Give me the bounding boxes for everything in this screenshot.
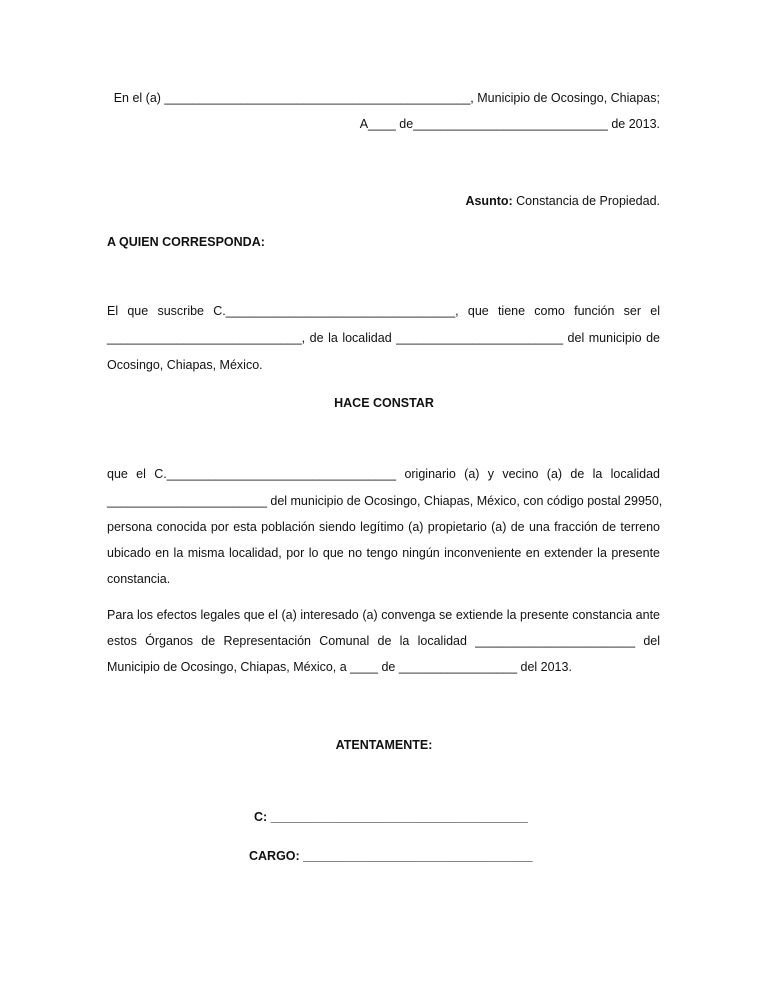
body1-line-4: ubicado en la misma localidad, por lo que no tengo ningún inconveniente en extender la presente — [107, 546, 660, 560]
body1-line-5: constancia. — [107, 572, 171, 586]
subject-value: Constancia de Propiedad. — [512, 194, 660, 208]
recipient-heading: A QUIEN CORRESPONDA: — [107, 235, 265, 249]
hace-constar-heading: HACE CONSTAR — [334, 396, 434, 410]
intro-line-2: ____________________________, de la localidad ________________________ del municipio de — [107, 331, 660, 345]
intro-line-3: Ocosingo, Chiapas, México. — [107, 358, 263, 372]
subject-label: Asunto: — [465, 194, 513, 208]
body2-line-1: Para los efectos legales que el (a) interesado (a) convenga se extiende la presente constancia ante — [107, 608, 660, 622]
signature-cargo-line: CARGO: _________________________________ — [249, 849, 533, 863]
body1-line-2: _______________________ del municipio de Ocosingo, Chiapas, México, con código postal 29950, — [107, 494, 663, 508]
body2-line-3: Municipio de Ocosingo, Chiapas, México, a ____ de _________________ del 2013. — [107, 660, 572, 674]
body1-line-3: persona conocida por esta población siendo legítimo (a) propietario (a) de una fracción de terreno — [107, 520, 660, 534]
header-line-place: En el (a) ____________________________________________, Municipio de Ocosingo, Chiapas; — [113, 91, 660, 105]
body2-line-2: estos Órganos de Representación Comunal de la localidad _______________________ del — [107, 634, 660, 648]
signature-name-line: C: _____________________________________ — [254, 810, 528, 824]
header-line-date: A____ de____________________________ de 2013. — [359, 117, 660, 131]
body1-line-1: que el C._________________________________ originario (a) y vecino (a) de la localidad — [107, 467, 660, 481]
closing-heading: ATENTAMENTE: — [335, 738, 433, 752]
intro-line-1: El que suscribe C._________________________________, que tiene como función ser el — [107, 304, 660, 318]
subject-line — [465, 193, 660, 209]
